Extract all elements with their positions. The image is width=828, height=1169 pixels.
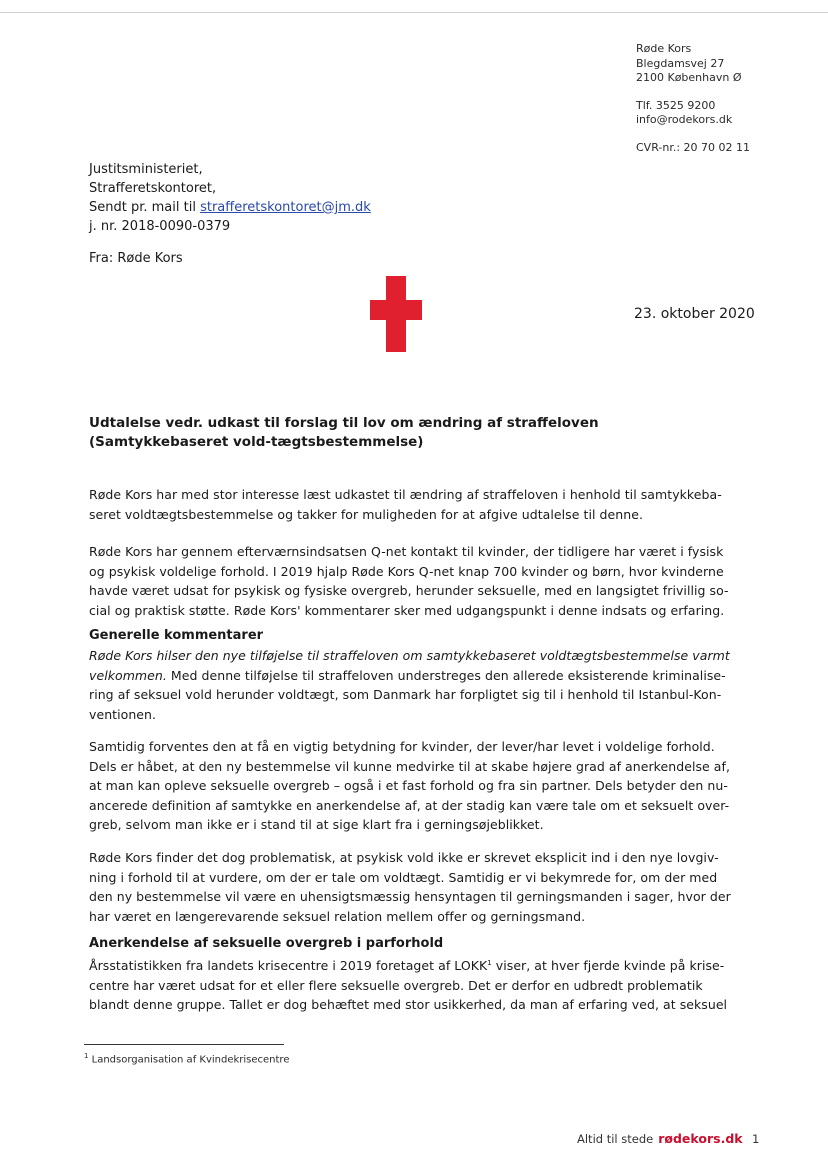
text-line: den ny bestemmelse vil være en uhensigtsmæssig hensyntagen til gerningsmanden i sager, hvor der xyxy=(89,889,731,904)
top-rule xyxy=(0,12,828,13)
footer-brand: rødekors.dk xyxy=(658,1131,743,1146)
text-line: Røde Kors har med stor interesse læst udkastet til ændring af straffeloven i henhold til samtykkeba- xyxy=(89,487,722,502)
text-line: Røde Kors har gennem efterværnsindsatsen Q-net kontakt til kvinder, der tidligere har været i fysisk xyxy=(89,544,724,559)
subject-heading xyxy=(89,414,729,452)
text-line: ventionen. xyxy=(89,706,157,722)
footnote xyxy=(84,1052,289,1065)
paragraph-q-net xyxy=(89,542,729,620)
paragraph-general xyxy=(89,646,729,724)
recipient-journal-number: j. nr. 2018-0090-0379 xyxy=(89,219,231,234)
text-line: Dels er håbet, at den ny bestemmelse vil kunne medvirke til at skabe højere grad af anerkendelse af, xyxy=(89,758,730,774)
text-line: har været en længerevarende seksuel relation mellem offer og gerningsmand. xyxy=(89,908,586,924)
sender-street: Blegdamsvej 27 xyxy=(636,56,725,70)
footnote-rule xyxy=(84,1044,284,1045)
recipient-mail-prefix: Sendt pr. mail til xyxy=(89,200,201,215)
text-fragment: Årsstatistikken fra landets krisecentre i 2019 foretaget af LOKK xyxy=(89,958,488,974)
text-line xyxy=(89,666,729,686)
text-line: Røde Kors hilser den nye tilføjelse til straffeloven om samtykkebaseret voldtægtsbestemmelse varmt xyxy=(89,648,730,663)
text-line: seret voldtægtsbestemmelse og takker for muligheden for at afgive udtalelse til denne. xyxy=(89,506,643,522)
text-line: og psykisk voldelige forhold. I 2019 hjalp Røde Kors Q-net knap 700 kvinder og børn, hvor kvinderne xyxy=(89,563,724,579)
paragraph-statistics xyxy=(89,954,729,1015)
letter-date: 23. oktober 2020 xyxy=(634,306,755,322)
subject-text: Udtalelse vedr. udkast til forslag til lov om ændring af straffeloven (Samtykkebaseret vold-tægtsbestemmelse) xyxy=(89,415,599,450)
text-line: centre har været udsat for et eller flere seksuelle overgreb. Det er derfor en udbredt problematik xyxy=(89,977,703,993)
text-line: ancerede definition af samtykke en anerkendelse af, at der stadig kan være tale om et seksuelt over- xyxy=(89,797,730,813)
sender-name: Røde Kors xyxy=(636,42,692,55)
text-line: Samtidig forventes den at få en vigtig betydning for kvinder, der lever/har levet i voldelige forhold. xyxy=(89,739,715,754)
footer-tagline: Altid til stede xyxy=(577,1132,654,1146)
section-heading-general: Generelle kommentarer xyxy=(89,628,264,643)
page-footer xyxy=(577,1131,743,1146)
text-line: Røde Kors finder det dog problematisk, at psykisk vold ikke er skrevet eksplicit ind i den nye lovgiv- xyxy=(89,850,719,865)
text-fragment: viser, at hver fjerde kvinde på krise- xyxy=(491,958,725,974)
sender-city: 2100 København Ø xyxy=(636,71,742,84)
page-number: 1 xyxy=(752,1132,760,1146)
text-line: blandt denne gruppe. Tallet er dog behæftet med stor usikkerhed, da man af erfaring ved, at seksuel xyxy=(89,997,728,1013)
footnote-number: 1 xyxy=(84,1052,89,1060)
sender-email: info@rodekors.dk xyxy=(636,113,733,126)
text-fragment: Med denne tilføjelse til straffeloven understreges den allerede eksisterende kriminalise- xyxy=(166,667,726,683)
text-line: ning i forhold til at vurdere, om der er tale om voldtægt. Samtidig er vi bekymrede for, om der med xyxy=(89,869,718,885)
paragraph-intro xyxy=(89,485,729,524)
paragraph-expectations xyxy=(89,737,729,835)
paragraph-concerns xyxy=(89,848,729,926)
recipient-line-3 xyxy=(89,198,371,217)
recipient-email-link[interactable]: strafferetskontoret@jm.dk xyxy=(200,200,371,215)
sender-address xyxy=(636,42,750,155)
text-line: havde været udsat for psykisk og fysiske overgreb, herunder seksuelle, med en langsigtet frivillig so- xyxy=(89,583,729,598)
sender-cvr: CVR-nr.: 20 70 02 11 xyxy=(636,140,751,154)
text-line: greb, selvom man ikke er i stand til at sige klart fra i gerningsøjeblikket. xyxy=(89,817,544,832)
text-line xyxy=(89,954,729,976)
recipient-line-2: Strafferetskontoret, xyxy=(89,181,217,196)
from-line: Fra: Røde Kors xyxy=(89,251,183,266)
italic-fragment: velkommen. xyxy=(89,667,167,683)
recipient-line-1: Justitsministeriet, xyxy=(89,162,203,177)
text-line: cial og praktisk støtte. Røde Kors' kommentarer sker med udgangspunkt i denne indsats og erfaring. xyxy=(89,602,725,618)
section-heading-recognition: Anerkendelse af seksuelle overgreb i parforhold xyxy=(89,936,444,951)
sender-phone: Tlf. 3525 9200 xyxy=(636,98,716,112)
recipient-block xyxy=(89,160,371,236)
footnote-reference: 1 xyxy=(487,959,492,967)
red-cross-logo xyxy=(370,276,422,352)
text-line: at man kan opleve seksuelle overgreb – også i et fast forhold og fra sin partner. Dels betyder den nu- xyxy=(89,778,728,793)
text-line: ring af seksuel vold herunder voldtægt, som Danmark har forpligtet sig til i henhold til Istanbul-Kon- xyxy=(89,687,722,702)
footnote-text: Landsorganisation af Kvindekrisecentre xyxy=(88,1054,290,1066)
